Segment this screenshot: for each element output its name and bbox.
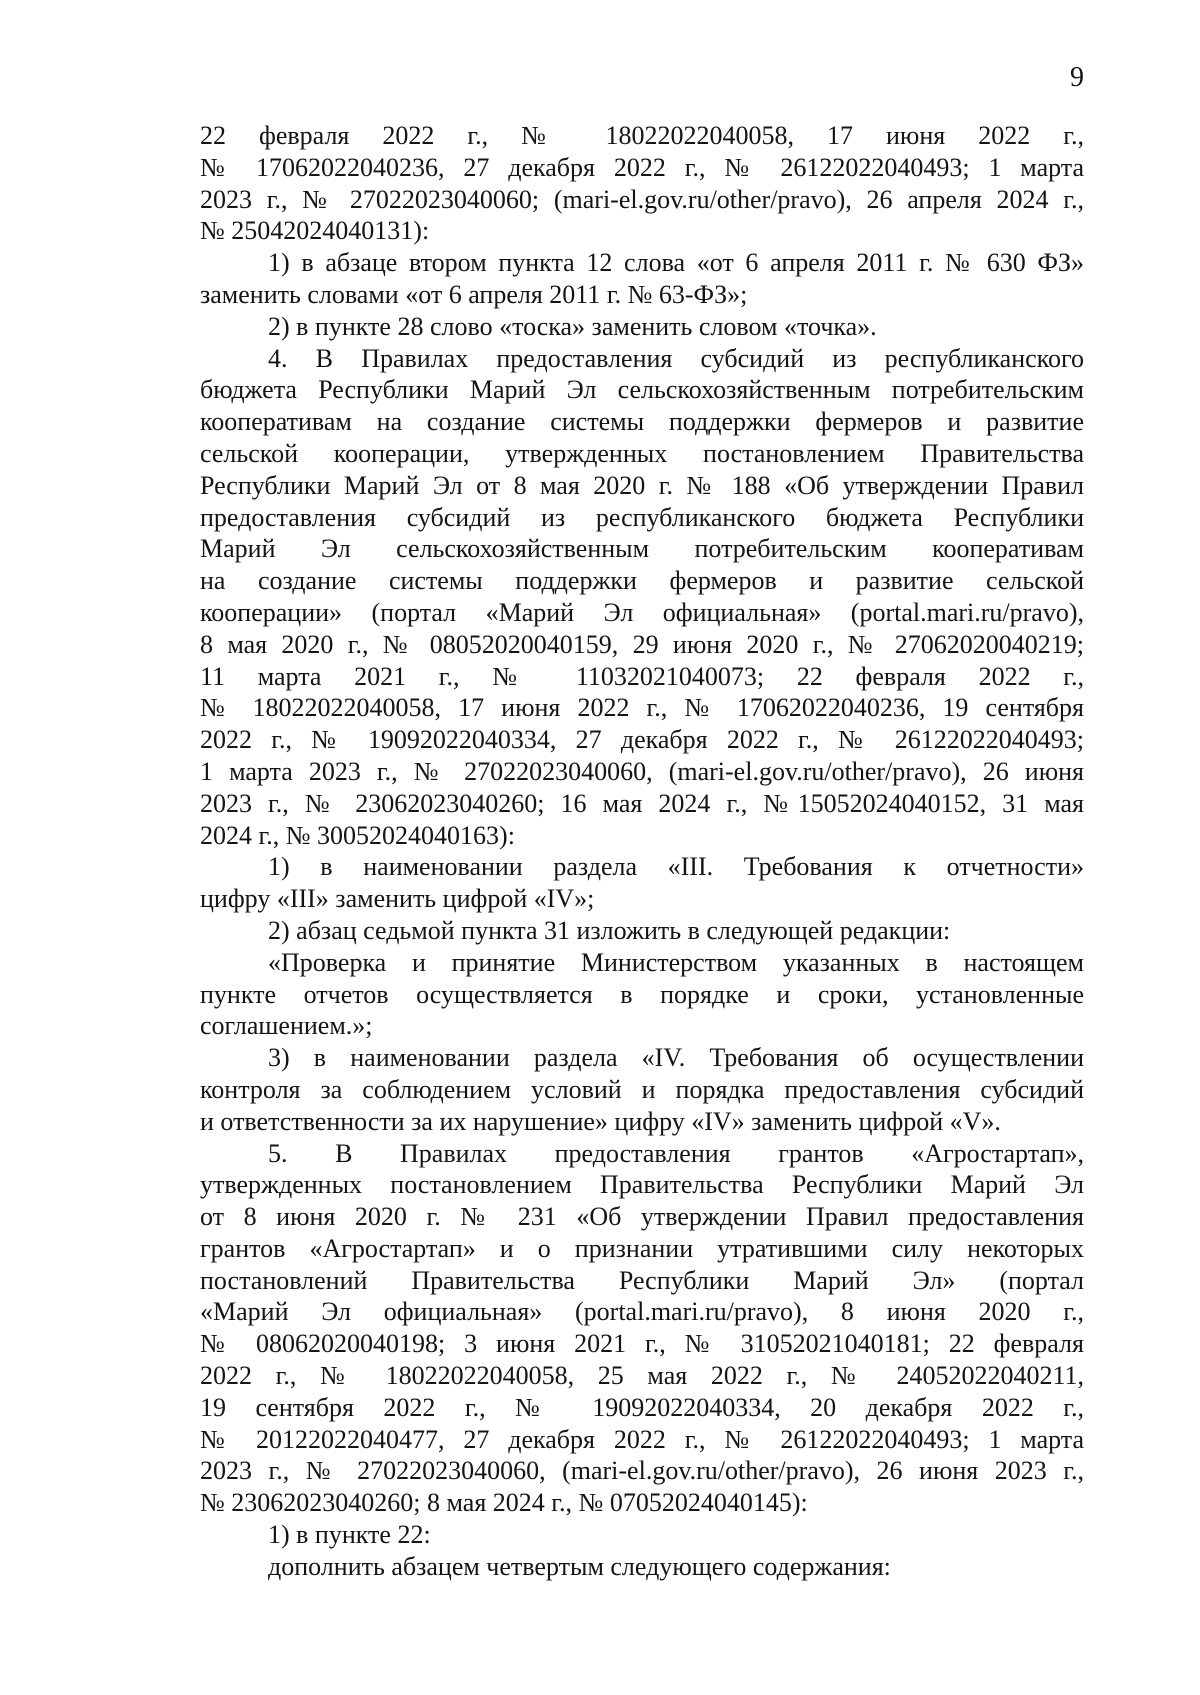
text-line: сельской кооперации, утвержденных постановлением Правительства: [200, 438, 1084, 468]
text-line: грантов «Агростартап» и о признании утратившими силу некоторых: [200, 1233, 1084, 1263]
text-line: 22 февраля 2022 г., № 18022022040058, 17 июня 2022 г.,: [200, 121, 1084, 150]
text-line: № 08062020040198; 3 июня 2021 г., № 31052021040181; 22 февраля: [200, 1329, 1084, 1359]
text-line: 2024 г., № 30052024040163):: [200, 820, 515, 850]
text-line: № 20122022040477, 27 декабря 2022 г., № 26122022040493; 1 марта: [200, 1424, 1084, 1454]
text-line: 2) в пункте 28 слово «тоска» заменить словом «точка».: [268, 311, 877, 341]
text-line: 19 сентября 2022 г., № 19092022040334, 20 декабря 2022 г.,: [200, 1392, 1084, 1422]
text-line: постановлений Правительства Республики Марий Эл» (портал: [200, 1265, 1084, 1295]
text-line: предоставления субсидий из республиканского бюджета Республики: [200, 502, 1084, 532]
text-line: кооперации» (портал «Марий Эл официальная» (portal.mari.ru/pravo),: [200, 597, 1084, 627]
text-line: пункте отчетов осуществляется в порядке и сроки, установленные: [200, 979, 1084, 1009]
text-line: кооперативам на создание системы поддержки фермеров и развитие: [200, 407, 1084, 437]
text-line: 1) в абзаце втором пункта 12 слова «от 6 апреля 2011 г. № 630 ФЗ»: [268, 248, 1084, 278]
text-line: дополнить абзацем четвертым следующего содержания:: [268, 1551, 891, 1581]
text-line: № 17062022040236, 27 декабря 2022 г., № 26122022040493; 1 марта: [200, 152, 1084, 182]
text-line: утвержденных постановлением Правительства Республики Марий Эл: [200, 1170, 1084, 1200]
text-line: «Марий Эл официальная» (portal.mari.ru/pravo), 8 июня 2020 г.,: [200, 1297, 1084, 1327]
text-line: соглашением.»;: [200, 1011, 373, 1041]
text-line: Республики Марий Эл от 8 мая 2020 г. № 188 «Об утверждении Правил: [200, 470, 1084, 500]
text-line: «Проверка и принятие Министерством указанных в настоящем: [268, 947, 1084, 977]
text-line: на создание системы поддержки фермеров и развитие сельской: [200, 566, 1084, 596]
text-line: 2023 г., № 27022023040060, (mari-el.gov.ru/other/pravo), 26 июня 2023 г.,: [200, 1456, 1084, 1486]
text-line: 4. В Правилах предоставления субсидий из республиканского: [268, 343, 1084, 373]
text-line: заменить словами «от 6 апреля 2011 г. № 63-ФЗ»;: [200, 279, 748, 309]
text-line: 2023 г., № 27022023040060; (mari-el.gov.ru/other/pravo), 26 апреля 2024 г.,: [200, 184, 1084, 214]
text-line: 3) в наименовании раздела «IV. Требования об осуществлении: [268, 1043, 1084, 1073]
text-line: № 23062023040260; 8 мая 2024 г., № 07052024040145):: [200, 1488, 808, 1518]
text-line: бюджета Республики Марий Эл сельскохозяйственным потребительским: [200, 375, 1084, 405]
text-line: 2022 г., № 19092022040334, 27 декабря 2022 г., № 26122022040493;: [200, 725, 1084, 755]
text-line: 1) в пункте 22:: [268, 1520, 431, 1550]
text-line: 2) абзац седьмой пункта 31 изложить в следующей редакции:: [268, 915, 951, 945]
text-line: Марий Эл сельскохозяйственным потребительским кооперативам: [200, 534, 1084, 564]
text-line: 2022 г., № 18022022040058, 25 мая 2022 г., № 24052022040211,: [200, 1361, 1084, 1391]
text-line: № 25042024040131):: [200, 216, 430, 246]
text-line: 1) в наименовании раздела «III. Требования к отчетности»: [268, 852, 1084, 882]
text-line: от 8 июня 2020 г. № 231 «Об утверждении Правил предоставления: [200, 1202, 1084, 1232]
text-line: 11 марта 2021 г., № 11032021040073; 22 февраля 2022 г.,: [200, 661, 1084, 691]
text-line: № 18022022040058, 17 июня 2022 г., № 17062022040236, 19 сентября: [200, 693, 1084, 723]
text-line: 8 мая 2020 г., № 08052020040159, 29 июня 2020 г., № 27062020040219;: [200, 629, 1084, 659]
text-line: контроля за соблюдением условий и порядка предоставления субсидий: [200, 1074, 1084, 1104]
page-number: 9: [1070, 62, 1084, 93]
text-line: и ответственности за их нарушение» цифру «IV» заменить цифрой «V».: [200, 1106, 1001, 1136]
document-body: [200, 120, 1084, 1583]
text-line: 2023 г., № 23062023040260; 16 мая 2024 г., №15052024040152, 31 мая: [200, 788, 1084, 818]
text-line: цифру «III» заменить цифрой «IV»;: [200, 884, 595, 914]
text-line: 1 марта 2023 г., № 27022023040060, (mari-el.gov.ru/other/pravo), 26 июня: [200, 756, 1084, 786]
text-line: 5. В Правилах предоставления грантов «Агростартап»,: [268, 1138, 1084, 1168]
